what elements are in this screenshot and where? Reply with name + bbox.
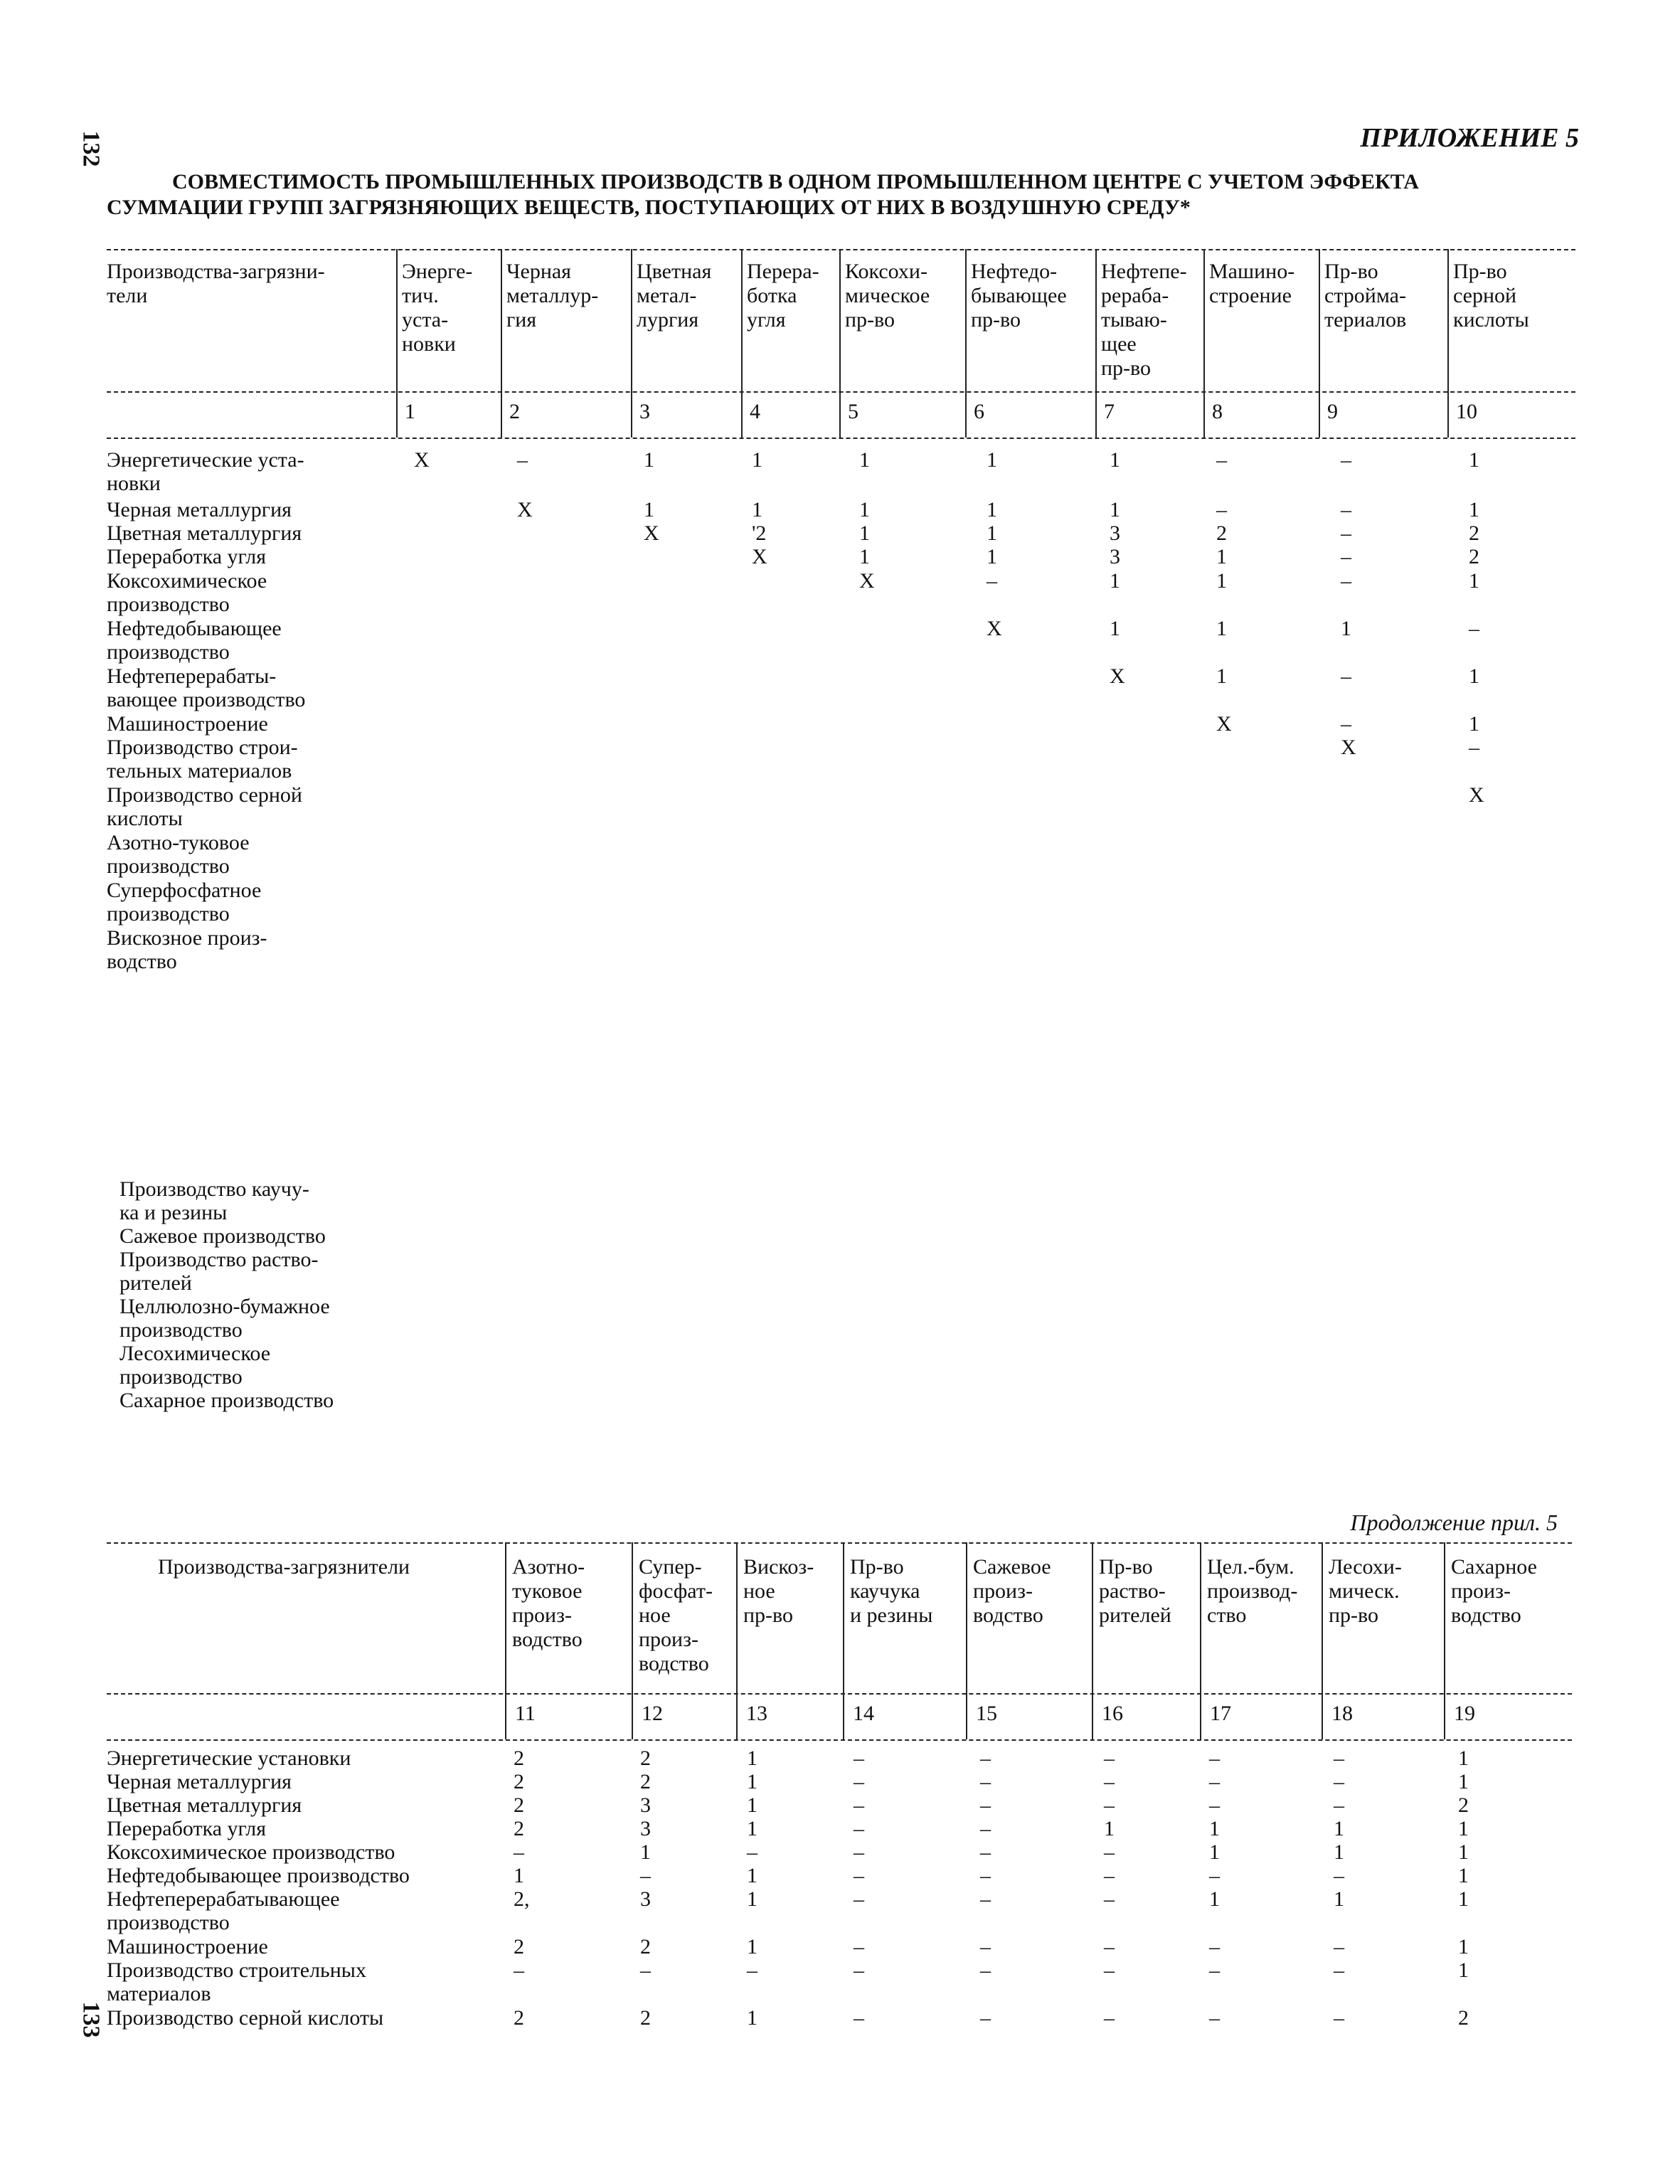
table1-cell: 1 <box>859 448 870 472</box>
table1-corner-header: Производства-загрязни- тели <box>107 260 325 307</box>
table2-cell: – <box>854 1887 864 1911</box>
table2-col-divider <box>505 1542 506 1739</box>
table1-cell: 2 <box>1216 521 1227 545</box>
table2-cell: – <box>1104 1864 1115 1887</box>
table2-cell: 1 <box>747 1793 757 1817</box>
table2-bottom-rule <box>107 1739 1572 1741</box>
table2-cell: – <box>854 1817 864 1840</box>
table2-col-divider <box>1322 1542 1323 1739</box>
table1-cell: 1 <box>644 448 654 472</box>
table2-col-divider <box>632 1542 633 1739</box>
table2-row-label: Цветная металлургия <box>107 1793 302 1817</box>
table2-cell: – <box>854 1793 864 1817</box>
table1-col-divider <box>839 249 841 438</box>
table1-cell: X <box>859 569 875 593</box>
table1-column-number: 9 <box>1327 400 1338 423</box>
table2-cell: – <box>1209 1793 1220 1817</box>
extra-production-list <box>119 1177 334 1412</box>
table2-cell: 2 <box>640 1770 651 1793</box>
table2-column-number: 17 <box>1210 1702 1231 1725</box>
table1-cell: 1 <box>987 545 997 568</box>
table1-cell: – <box>1341 569 1351 593</box>
table2-cell: 2, <box>514 1887 530 1911</box>
table1-row-label: Азотно-туковое производство <box>107 831 250 878</box>
table2-cell: 1 <box>747 2006 757 2030</box>
table2-cell: 1 <box>747 1817 757 1840</box>
table1-cell: 1 <box>1341 617 1351 640</box>
table1-cell: X <box>1469 783 1484 807</box>
table1-col-divider <box>631 249 632 438</box>
table1-cell: 1 <box>752 498 762 521</box>
table2-cell: 2 <box>514 2006 524 2030</box>
table2-cell: – <box>1334 1746 1344 1770</box>
table1-cell: X <box>987 617 1002 640</box>
table2-cell: 2 <box>514 1935 524 1958</box>
table1-column-number: 8 <box>1212 400 1223 423</box>
table1-cell: – <box>1341 521 1351 545</box>
table1-column-header: Энерге- тич. уста- новки <box>402 260 473 356</box>
table2-cell: 1 <box>747 1864 757 1887</box>
page-number-bottom: 133 <box>78 2001 105 2038</box>
table2-cell: 1 <box>1104 1817 1115 1840</box>
table2-column-number: 13 <box>746 1702 767 1725</box>
table2-cell: – <box>1209 2006 1220 2030</box>
table2-cell: – <box>854 1770 864 1793</box>
table2-cell: – <box>980 1887 991 1911</box>
table2-column-number: 18 <box>1331 1702 1353 1725</box>
table2-col-divider <box>1092 1542 1093 1739</box>
table1-col-divider <box>1095 249 1097 438</box>
table2-row-label: Производство строительных материалов <box>107 1958 366 2005</box>
table1-cell: 1 <box>1469 448 1479 472</box>
table2-cell: – <box>1209 1864 1220 1887</box>
table1-cell: 1 <box>1469 664 1479 688</box>
table1-column-number: 6 <box>974 400 984 423</box>
table2-corner-header: Производства-загрязнители <box>158 1555 410 1579</box>
table1-cell: 1 <box>1110 498 1120 521</box>
table2-column-header: Лесохи- мическ. пр-во <box>1329 1555 1402 1627</box>
table2-cell: 1 <box>747 1770 757 1793</box>
table2-col-divider <box>966 1542 967 1739</box>
table2-cell: 2 <box>1458 2006 1469 2030</box>
table1-column-number: 7 <box>1104 400 1115 423</box>
table2-top-rule <box>107 1542 1572 1544</box>
table2-cell: – <box>1104 1770 1115 1793</box>
table1-col-divider <box>396 249 398 438</box>
table2-cell: – <box>1104 1840 1115 1864</box>
table1-cell: 1 <box>987 498 997 521</box>
table2-cell: 1 <box>1334 1887 1344 1911</box>
table2-cell: – <box>640 1958 651 1982</box>
table2-cell: – <box>980 1864 991 1887</box>
table2-cell: 2 <box>640 1746 651 1770</box>
table2-cell: – <box>1209 1958 1220 1982</box>
table2-cell: 1 <box>1334 1840 1344 1864</box>
table1-cell: X <box>752 545 767 568</box>
table2-col-divider <box>1200 1542 1201 1739</box>
table2-column-header: Пр-во каучука и резины <box>850 1555 933 1627</box>
table2-column-number: 19 <box>1454 1702 1475 1725</box>
table1-column-header: Черная металлур- гия <box>506 260 599 332</box>
table1-col-divider <box>501 249 502 438</box>
table2-cell: 3 <box>640 1793 651 1817</box>
table2-column-header: Цел.-бум. производ- ство <box>1207 1555 1298 1627</box>
document-title <box>107 169 1615 221</box>
table2-cell: 3 <box>640 1817 651 1840</box>
table2-cell: – <box>980 1840 991 1864</box>
table2-row-label: Машиностроение <box>107 1935 268 1958</box>
table2-column-number: 15 <box>976 1702 997 1725</box>
table2-cell: 1 <box>1458 1864 1469 1887</box>
table1-cell: – <box>1469 617 1479 640</box>
table1-cell: – <box>1216 498 1227 521</box>
table1-column-number: 5 <box>848 400 858 423</box>
table1-cell: 2 <box>1469 521 1479 545</box>
table1-column-header: Цветная метал- лургия <box>637 260 712 332</box>
table1-cell: 1 <box>859 521 870 545</box>
table1-cell: 1 <box>1469 712 1479 736</box>
table1-cell: X <box>1216 712 1232 736</box>
table1-cell: '2 <box>752 521 767 545</box>
table2-cell: – <box>747 1840 757 1864</box>
table2-cell: 1 <box>1458 1887 1469 1911</box>
table1-cell: 1 <box>1469 569 1479 593</box>
table1-bottom-rule <box>107 438 1575 439</box>
table1-cell: – <box>1341 448 1351 472</box>
table1-cell: – <box>1341 545 1351 568</box>
table2-cell: – <box>1209 1746 1220 1770</box>
table2-cell: 1 <box>747 1887 757 1911</box>
table2-row-label: Переработка угля <box>107 1817 267 1840</box>
table2-column-header: Сахарное произ- водство <box>1451 1555 1537 1627</box>
table1-row-label: Черная металлургия <box>107 498 292 521</box>
table1-row-label: Цветная металлургия <box>107 521 302 545</box>
table1-column-header: Пр-во серной кислоты <box>1453 260 1529 332</box>
table1-row-label: Нефтедобывающее производство <box>107 617 282 664</box>
table2-cell: 2 <box>514 1746 524 1770</box>
table1-column-number: 1 <box>405 400 415 423</box>
table2-cell: 1 <box>1458 1840 1469 1864</box>
table2-cell: – <box>1209 1935 1220 1958</box>
table1-cell: 1 <box>859 545 870 568</box>
table2-cell: 3 <box>640 1887 651 1911</box>
table1-column-header: Нефтепе- рераба- тываю- щее пр-во <box>1101 260 1187 380</box>
table2-cell: – <box>980 1935 991 1958</box>
table2-cell: 1 <box>640 1840 651 1864</box>
table1-row-label: Производство строи- тельных материалов <box>107 736 298 783</box>
table1-column-header: Перера- ботка угля <box>747 260 819 332</box>
table2-cell: 1 <box>514 1864 524 1887</box>
table2-cell: 2 <box>640 2006 651 2030</box>
extra-row-label: Сажевое производство <box>119 1224 326 1248</box>
table2-col-divider <box>736 1542 738 1739</box>
table2-cell: 1 <box>1458 1958 1469 1982</box>
table1-cell: 2 <box>1469 545 1479 568</box>
table1-cell: – <box>1216 448 1227 472</box>
table1-cell: – <box>1341 664 1351 688</box>
table2-cell: – <box>1104 1793 1115 1817</box>
table2-cell: – <box>854 1935 864 1958</box>
table2-cell: 1 <box>1209 1817 1220 1840</box>
table2-column-header: Вискоз- ное пр-во <box>743 1555 814 1627</box>
continuation-label: Продолжение прил. 5 <box>1350 1510 1558 1535</box>
table1-column-header: Машино- строение <box>1209 260 1295 307</box>
table2-cell: 1 <box>1458 1817 1469 1840</box>
table2-row-label: Энергетические установки <box>107 1746 351 1770</box>
table2-cell: 2 <box>514 1770 524 1793</box>
table2-cell: – <box>980 1793 991 1817</box>
table2-cell: 2 <box>640 1935 651 1958</box>
table2-column-header: Супер- фосфат- ное произ- водство <box>639 1555 713 1675</box>
table1-cell: – <box>1469 736 1479 759</box>
table1-cell: 1 <box>987 448 997 472</box>
extra-row-label: Производство раство- рителей <box>119 1248 319 1295</box>
table2-row-label: Черная металлургия <box>107 1770 292 1793</box>
table2-column-header: Сажевое произ- водство <box>973 1555 1051 1627</box>
extra-row-label: Лесохимическое производство <box>119 1342 271 1389</box>
table1-column-header: Коксохи- мическое пр-во <box>845 260 930 332</box>
table1-cell: 1 <box>1216 664 1227 688</box>
table2-cell: – <box>980 1746 991 1770</box>
table1-cell: 1 <box>1110 617 1120 640</box>
table1-cell: – <box>1341 498 1351 521</box>
table2-cell: – <box>980 2006 991 2030</box>
table1-col-divider <box>741 249 743 438</box>
table1-cell: X <box>1341 736 1356 759</box>
table1-cell: – <box>517 448 528 472</box>
table2-cell: – <box>1334 1935 1344 1958</box>
table1-row-label: Производство серной кислоты <box>107 783 302 830</box>
table2-cell: 1 <box>1209 1887 1220 1911</box>
table1-column-number: 2 <box>509 400 520 423</box>
table1-row-label: Энергетические уста- новки <box>107 448 304 495</box>
table1-cell: 1 <box>1216 569 1227 593</box>
table2-col-divider <box>843 1542 844 1739</box>
table1-column-number: 10 <box>1456 400 1477 423</box>
table2-cell: – <box>514 1958 524 1982</box>
table1-column-header: Пр-во стройма- териалов <box>1324 260 1407 332</box>
table2-cell: – <box>854 1840 864 1864</box>
table2-cell: – <box>1209 1770 1220 1793</box>
extra-row-label: Производство каучу- ка и резины <box>119 1177 309 1224</box>
table2-cell: – <box>1104 2006 1115 2030</box>
table2-cell: 1 <box>747 1935 757 1958</box>
table2-cell: – <box>1104 1935 1115 1958</box>
table1-row-label: Переработка угля <box>107 545 267 568</box>
table1-col-divider <box>1203 249 1205 438</box>
table1-row-label: Вискозное произ- водство <box>107 926 267 973</box>
table2-cell: 2 <box>514 1793 524 1817</box>
table2-mid-rule <box>107 1693 1572 1695</box>
table2-row-label: Производство серной кислоты <box>107 2006 384 2030</box>
table2-cell: – <box>1104 1746 1115 1770</box>
table2-cell: – <box>980 1770 991 1793</box>
table2-cell: – <box>1334 1770 1344 1793</box>
table1-cell: 1 <box>752 448 762 472</box>
table1-col-divider <box>1447 249 1449 438</box>
table1-col-divider <box>965 249 967 438</box>
table1-cell: 1 <box>1110 569 1120 593</box>
extra-row-label: Целлюлозно-бумажное производство <box>119 1295 330 1342</box>
title-line-2: СУММАЦИИ ГРУПП ЗАГРЯЗНЯЮЩИХ ВЕЩЕСТВ, ПОСТУПАЮЩИХ ОТ НИХ В ВОЗДУШНУЮ СРЕДУ* <box>107 196 1191 219</box>
table2-col-divider <box>1444 1542 1445 1739</box>
title-line-1: СОВМЕСТИМОСТЬ ПРОМЫШЛЕННЫХ ПРОИЗВОДСТВ В ОДНОМ ПРОМЫШЛЕННОМ ЦЕНТРЕ С УЧЕТОМ ЭФФЕКТА <box>172 170 1419 194</box>
table1-cell: X <box>414 448 430 472</box>
table2-row-label: Коксохимическое производство <box>107 1840 395 1864</box>
table2-cell: – <box>854 1864 864 1887</box>
table2-cell: 2 <box>1458 1793 1469 1817</box>
extra-row-label: Сахарное производство <box>119 1389 334 1412</box>
table1-row-label: Машиностроение <box>107 712 268 736</box>
table1-cell: 1 <box>644 498 654 521</box>
table2-cell: – <box>640 1864 651 1887</box>
table2-cell: 1 <box>1209 1840 1220 1864</box>
table1-cell: 1 <box>987 521 997 545</box>
table2-cell: 1 <box>1334 1817 1344 1840</box>
table2-column-number: 16 <box>1102 1702 1123 1725</box>
table2-column-number: 12 <box>642 1702 663 1725</box>
table2-row-label: Нефтедобывающее производство <box>107 1864 410 1887</box>
table1-row-label: Нефтеперерабаты- вающее производство <box>107 664 306 711</box>
table2-cell: 1 <box>747 1746 757 1770</box>
table1-mid-rule <box>107 391 1575 393</box>
table2-cell: – <box>980 1817 991 1840</box>
table1-column-number: 3 <box>639 400 650 423</box>
table1-col-divider <box>1319 249 1320 438</box>
table1-row-label: Коксохимическое производство <box>107 569 267 616</box>
table1-cell: – <box>1341 712 1351 736</box>
table2-column-number: 11 <box>515 1702 536 1725</box>
table2-cell: – <box>854 1958 864 1982</box>
table2-cell: – <box>854 1746 864 1770</box>
table2-cell: – <box>1334 1958 1344 1982</box>
table2-cell: – <box>854 2006 864 2030</box>
table2-column-header: Пр-во раство- рителей <box>1099 1555 1171 1627</box>
table2-cell: – <box>1334 1864 1344 1887</box>
table1-cell: X <box>517 498 533 521</box>
table1-cell: 3 <box>1110 545 1120 568</box>
table1-cell: 1 <box>1216 617 1227 640</box>
table2-row-label: Нефтеперерабатывающее производство <box>107 1887 340 1934</box>
table2-cell: – <box>980 1958 991 1982</box>
table2-cell: – <box>747 1958 757 1982</box>
table1-cell: 1 <box>859 498 870 521</box>
table1-cell: 1 <box>1469 498 1479 521</box>
table1-top-rule <box>107 249 1575 250</box>
table2-cell: 2 <box>514 1817 524 1840</box>
appendix-label: ПРИЛОЖЕНИЕ 5 <box>1360 123 1579 153</box>
page-number-top: 132 <box>78 130 105 167</box>
table2-cell: 1 <box>1458 1770 1469 1793</box>
table2-cell: – <box>514 1840 524 1864</box>
table1-cell: 1 <box>1216 545 1227 568</box>
table1-cell: X <box>1110 664 1125 688</box>
table1-cell: 3 <box>1110 521 1120 545</box>
table1-cell: – <box>987 569 997 593</box>
table2-cell: 1 <box>1458 1935 1469 1958</box>
table2-cell: – <box>1334 1793 1344 1817</box>
table1-cell: X <box>644 521 659 545</box>
table1-cell: 1 <box>1110 448 1120 472</box>
table1-row-label: Суперфосфатное производство <box>107 879 262 926</box>
table2-column-header: Азотно- туковое произ- водство <box>512 1555 585 1651</box>
table1-column-header: Нефтедо- бывающее пр-во <box>971 260 1067 332</box>
table2-cell: 1 <box>1458 1746 1469 1770</box>
table2-column-number: 14 <box>853 1702 874 1725</box>
table2-cell: – <box>1334 2006 1344 2030</box>
table2-cell: – <box>1104 1887 1115 1911</box>
table1-column-number: 4 <box>750 400 760 423</box>
table2-cell: – <box>1104 1958 1115 1982</box>
